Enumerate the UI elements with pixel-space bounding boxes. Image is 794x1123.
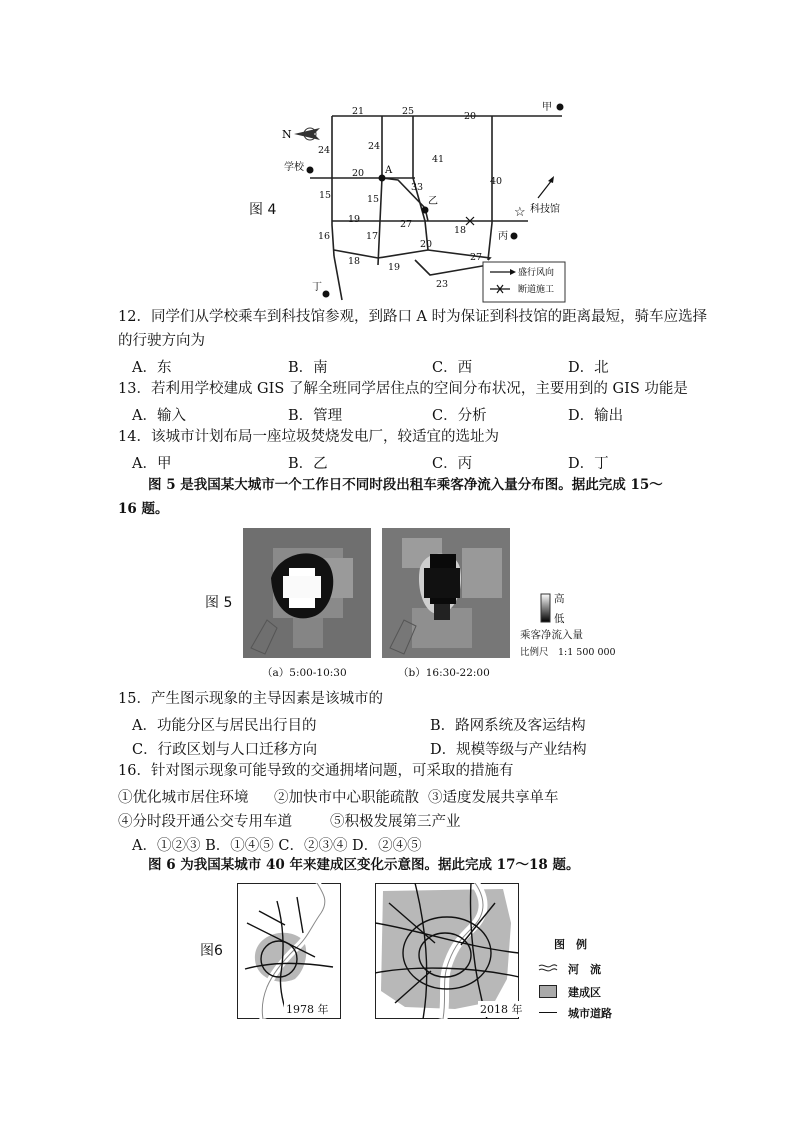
- road-value: 40: [490, 176, 503, 187]
- fig5-legend-title: 乘客净流入量: [520, 629, 583, 641]
- road-value: 19: [388, 262, 401, 273]
- q16-stem: 16．针对图示现象可能导致的交通拥堵问题，可采取的措施有: [118, 763, 514, 779]
- road-value: 20: [464, 111, 477, 122]
- road-value: 27: [470, 252, 483, 263]
- fig6-1978-map: [237, 883, 341, 1019]
- road-value: 24: [368, 141, 381, 152]
- road-value: 25: [402, 106, 415, 117]
- road-value: 18: [348, 256, 361, 267]
- q16-item-1: ①优化城市居住环境: [118, 790, 249, 806]
- river-legend-icon: [538, 962, 558, 974]
- q12-option-d[interactable]: D．北: [568, 360, 609, 376]
- q14-option-a[interactable]: A．甲: [132, 456, 172, 472]
- label-yi: 乙: [428, 196, 438, 207]
- fig5b-caption: （b）16:30-22:00: [398, 667, 490, 679]
- fig4-road-map: [270, 90, 570, 305]
- north-arrow-icon: [294, 128, 320, 140]
- point-bing: [511, 233, 518, 240]
- road-value: 24: [318, 145, 331, 156]
- q13-option-c[interactable]: C．分析: [432, 408, 487, 424]
- q13-option-a[interactable]: A．输入: [132, 408, 186, 424]
- q12-option-b[interactable]: B．南: [288, 360, 328, 376]
- q14-stem: 14．该城市计划布局一座垃圾焚烧发电厂，较适宜的选址为: [118, 429, 499, 445]
- road-value: 18: [454, 225, 467, 236]
- fig6-2018-map: [375, 883, 519, 1019]
- label-kejiguan: 科技馆: [530, 204, 560, 215]
- q15-option-c[interactable]: C．行政区划与人口迁移方向: [132, 742, 318, 758]
- point-jia: [557, 104, 564, 111]
- q12-option-c[interactable]: C．西: [432, 360, 473, 376]
- legend-construction-label: 断道施工: [518, 285, 555, 295]
- point-ding: [323, 291, 330, 298]
- fig6-label: 图6: [200, 943, 223, 959]
- fig6-legend-road: 城市道路: [568, 1007, 612, 1020]
- label-school: 学校: [284, 162, 304, 173]
- q13-option-d[interactable]: D．输出: [568, 408, 624, 424]
- label-bing: 丙: [498, 231, 508, 242]
- point-yi: [422, 207, 429, 214]
- road-value: 21: [352, 106, 365, 117]
- fig5-legend-low: 低: [554, 613, 565, 625]
- road-value: 23: [436, 279, 449, 290]
- q14-option-d[interactable]: D．丁: [568, 456, 609, 472]
- q14-option-b[interactable]: B．乙: [288, 456, 328, 472]
- road-value: 15: [319, 190, 332, 201]
- road-value: 20: [352, 168, 365, 179]
- point-school: [307, 167, 314, 174]
- builtup-legend-icon: [539, 985, 557, 998]
- q16-item-4: ④分时段开通公交专用车道: [118, 814, 292, 830]
- fig6-legend-built: 建成区: [568, 986, 601, 999]
- q16-item-2: ②加快市中心职能疏散: [274, 790, 419, 806]
- fig5-legend-gradient: [540, 593, 552, 623]
- q14-option-c[interactable]: C．丙: [432, 456, 473, 472]
- fig5a-caption: （a）5:00-10:30: [262, 667, 347, 679]
- q16-item-5: ⑤积极发展第三产业: [330, 814, 461, 830]
- q13-option-b[interactable]: B．管理: [288, 408, 343, 424]
- wind-arrow-icon: [548, 176, 554, 183]
- road-value: 20: [420, 239, 433, 250]
- fig5-legend-high: 高: [554, 593, 565, 605]
- road-value: 17: [366, 231, 379, 242]
- q15-stem: 15．产生图示现象的主导因素是该城市的: [118, 691, 383, 707]
- star-icon: ☆: [514, 205, 526, 220]
- road-value: 19: [348, 214, 361, 225]
- road-value: 16: [318, 231, 331, 242]
- q16-item-3: ③适度发展共享单车: [428, 790, 559, 806]
- fig6-intro: 图 6 为我国某城市 40 年来建成区变化示意图。据此完成 17～18 题。: [148, 857, 580, 873]
- road-legend-icon: [539, 1012, 557, 1013]
- fig5a-heatmap: [243, 528, 371, 658]
- road-value: 27: [400, 219, 413, 230]
- fig6-year-2018: 2018 年: [480, 1003, 523, 1016]
- north-label: N: [282, 128, 292, 141]
- fig5-scale: 比例尺 1:1 500 000: [520, 647, 616, 658]
- road-value: 33: [411, 182, 424, 193]
- label-A: A: [385, 165, 393, 176]
- q16-options[interactable]: A．①②③ B．①④⑤ C．②③④ D．②④⑤: [132, 838, 422, 854]
- legend-wind-label: 盛行风向: [518, 268, 555, 278]
- fig5-label: 图 5: [205, 595, 233, 611]
- q15-option-a[interactable]: A．功能分区与居民出行目的: [132, 718, 317, 734]
- fig4-label: 图 4: [249, 202, 277, 218]
- q12-option-a[interactable]: A．东: [132, 360, 172, 376]
- road-value: 15: [367, 194, 380, 205]
- fig6-legend-river: 河 流: [568, 963, 601, 976]
- label-jia: 甲: [542, 102, 552, 113]
- q12-stem-line1: 12．同学们从学校乘车到科技馆参观，到路口 A 时为保证到科技馆的距离最短，骑车应选择: [118, 309, 708, 325]
- q12-stem-line2: 的行驶方向为: [118, 333, 205, 349]
- fig5-intro-line1: 图 5 是我国某大城市一个工作日不同时段出租车乘客净流入量分布图。据此完成 15～: [148, 477, 663, 493]
- fig6-year-1978: 1978 年: [286, 1003, 329, 1016]
- road-value: 41: [432, 154, 445, 165]
- fig5b-heatmap: [382, 528, 510, 658]
- fig6-legend-title: 图 例: [554, 938, 587, 951]
- q13-stem: 13．若利用学校建成 GIS 了解全班同学居住点的空间分布状况，主要用到的 GIS 功能是: [118, 381, 688, 397]
- q15-option-b[interactable]: B．路网系统及客运结构: [430, 718, 586, 734]
- fig5-intro-line2: 16 题。: [118, 501, 169, 517]
- q15-option-d[interactable]: D．规模等级与产业结构: [430, 742, 587, 758]
- label-ding: 丁: [312, 282, 322, 293]
